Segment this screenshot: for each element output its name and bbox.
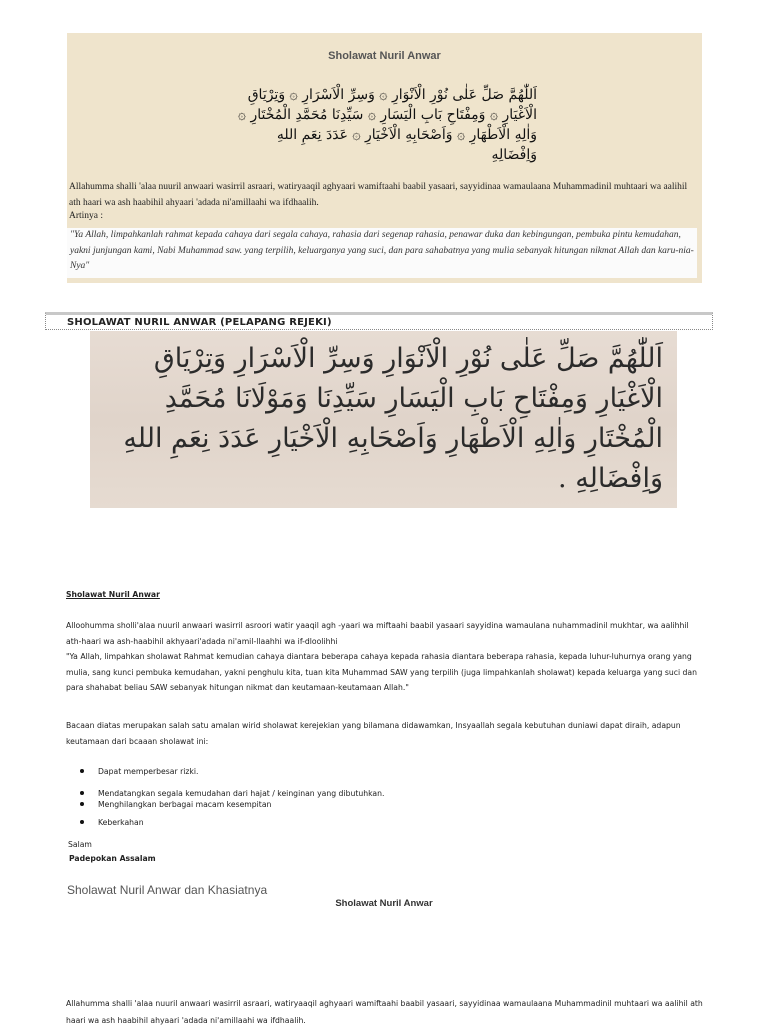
description-paragraph: Bacaan diatas merupakan salah satu amalan wirid sholawat kerejekian yang bilamana didawamkan, Insyaallah segala kebutuhan duniawi dapat diraih, adapun keutamaan dari bcaaan sholawat ini: xyxy=(66,721,681,746)
centered-title: Sholawat Nuril Anwar xyxy=(335,898,433,909)
section-title: Sholawat Nuril Anwar xyxy=(66,590,160,599)
artinya-label: Artinya : xyxy=(69,211,104,221)
signature: Padepokan Assalam xyxy=(69,854,156,863)
card-arabic-text: اَللّٰهُمَّ صَلِّ عَلٰى نُوْرِ الْاَنْوَارِ ۞ وَسِرِّ الْاَسْرَارِ ۞ وَتِرْيَاقِ الْاَغْيَارِ ۞ وَمِفْتَاحِ بَابِ الْيَسَارِ ۞ سَيِّدِنَا مُحَمَّدِ الْمُخْتَارِ ۞ وَاٰلِهِ الْاَطْهَارِ ۞ وَاَصْحَابِهِ الْاَخْيَارِ ۞ عَدَدَ نِعَمِ اللهِ وَاِفْضَالِهِ xyxy=(237,87,537,163)
calligraphy-arabic-text: اَللّٰهُمَّ صَلِّ عَلٰى نُوْرِ الْاَنْوَارِ وَسِرِّ الْاَسْرَارِ وَتِرْيَاقِ الْاَغْيَارِ وَمِفْتَاحِ بَابِ الْيَسَارِ سَيِّدِنَا وَمَوْلَانَا مُحَمَّدِ الْمُخْتَارِ وَاٰلِهِ الْاَطْهَارِ وَاَصْحَابِهِ الْاَخْيَارِ عَدَدَ نِعَمِ اللهِ وَاِفْضَالِهِ . xyxy=(123,343,663,494)
card-title: Sholawat Nuril Anwar xyxy=(328,50,441,62)
sholawat-card xyxy=(67,33,702,283)
section-heading-bar xyxy=(45,312,713,330)
transliteration-paragraph xyxy=(66,618,703,696)
transliteration-text: Alloohumma sholli'alaa nuuril anwaari wasirril asroori watir yaaqil agh -yaari wa miftaahi baabil yasaari sayyidina wamaulana nuhammadinil mukhtar, wa aalihhil ath-haari wa ash-haabihil akhyaari'adada ni'amil-llaahhi wa if-dloolihhi xyxy=(66,621,689,646)
section-heading-text: SHOLAWAT NURIL ANWAR (PELAPANG REJEKI) xyxy=(67,317,332,328)
card-latin-text: Allahumma shalli 'alaa nuuril anwaari wasirril asraari, watiryaaqil aghyaari wamiftaahi baabil yasaari, sayyidinaa wamaulaana Muhammadinil muhtaari wa aalihil ath haari wa ash haabihil ahyaari 'adada ni'amillaahi wa ifdhaalih. xyxy=(69,182,688,208)
closing-salam: Salam xyxy=(68,840,92,849)
translation-text: "Ya Allah, limpahkan sholawat Rahmat kemudian cahaya diantara beberapa cahaya kepada rahasia diantara beberapa rahasia, kepada luhur-luhurnya orang yang mulia, sang kunci pembuka kemudahan, yakni penghulu kita, tuan kita Muhammad SAW yang terpilih (juga limpahkanlah sholawat) kepada keluarga yang suci dan para shahabat beliau SAW sebanyak hitungan nikmat dan keutamaan-keutamaan Allah." xyxy=(66,652,698,692)
card-translation: "Ya Allah, limpahkanlah rahmat kepada cahaya dari segala cahaya, rahasia dari segenap rahasia, penawar duka dan kebingungan, pembuka pintu kemudahan, yakni junjungan kami, Nabi Muhammad saw. yang terpilih, keluarganya yang suci, dan para sahabatnya yang mulia sebanyak hitungan nikmat Allah dan karu-nia-Nya" xyxy=(67,228,697,278)
calligraphy-image xyxy=(90,331,677,508)
subheading: Sholawat Nuril Anwar dan Khasiatnya xyxy=(67,883,268,897)
bottom-latin-text: Allahumma shalli 'alaa nuuril anwaari wasirril asraari, watiryaaqil aghyaari wamiftaahi baabil yasaari, sayyidinaa wamaulaana Muhammadinil muhtaari wa aalihil ath haari wa ash haabihil ahyaari 'adada ni'amillaahi wa ifdhaalih. xyxy=(66,999,703,1025)
